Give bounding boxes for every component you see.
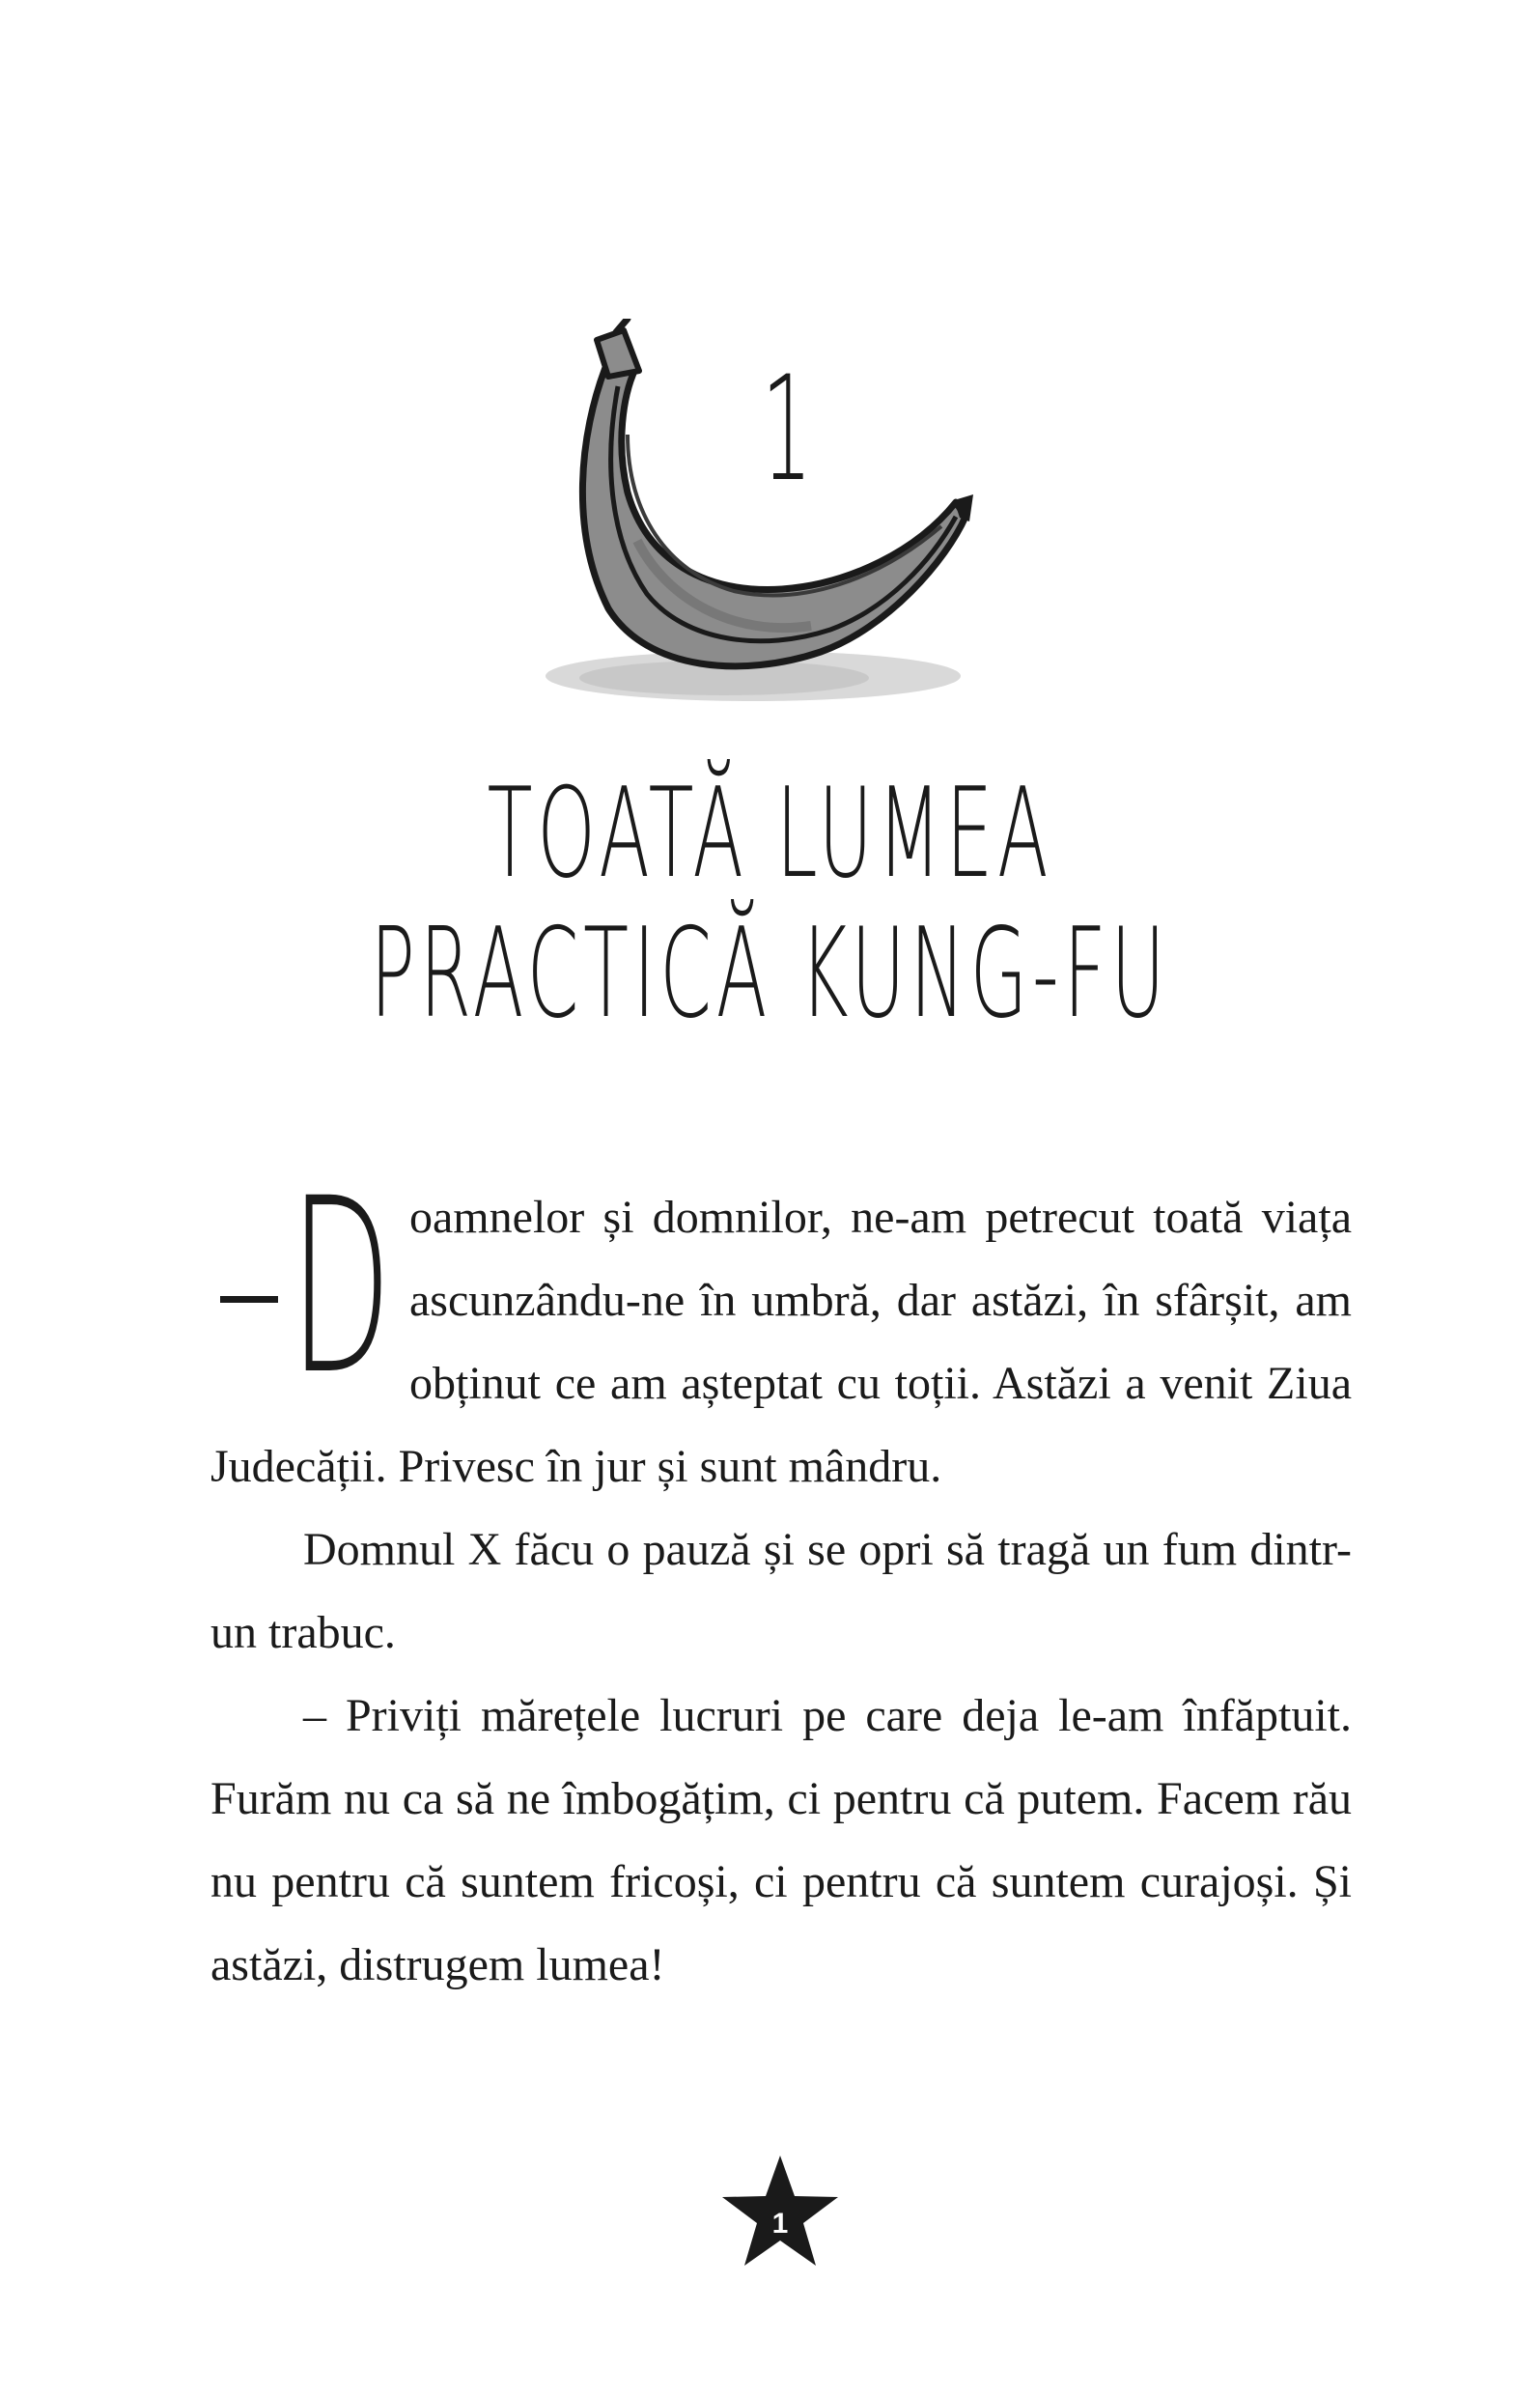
page-number: 1 [771,2208,789,2240]
paragraph-3: – Priviți mărețele lucruri pe care deja le-am înfăptuit. Furăm nu ca să ne îmbogățim, ci pentru că putem. Facem rău nu pentru că suntem fricoși, ci pentru că suntem curajoși. Și astăzi, distrugem lumea! [210,1690,1352,1990]
chapter-number: 1 [761,346,813,514]
drop-cap [210,1146,404,1427]
chapter-title-text-2: PRACTICĂ KUNG-FU [370,902,1170,1046]
drop-cap-dash [220,1296,278,1303]
paragraph-1-text: oamnelor și domnilor, ne-am petrecut toată viața ascunzându-ne în umbră, dar astăzi, în sfârșit, am obținut ce am așteptat cu toții. Astăzi a venit Ziua Judecății. Privesc în jur și sunt mândru. [210,1192,1352,1492]
banana-icon [502,319,994,724]
paragraph-1 [210,1146,1352,1508]
chapter-title-text-1: TOATĂ LUMEA [487,762,1053,906]
paragraph-2: Domnul X făcu o pauză și se opri să tragă un fum dintr-un trabuc. [210,1524,1352,1658]
drop-cap-letter: D [290,1146,392,1427]
star-icon [720,2154,840,2269]
chapter-body [210,1146,1352,2007]
chapter-title-line-2 [0,903,1540,1046]
chapter-title-line-1 [0,763,1540,906]
